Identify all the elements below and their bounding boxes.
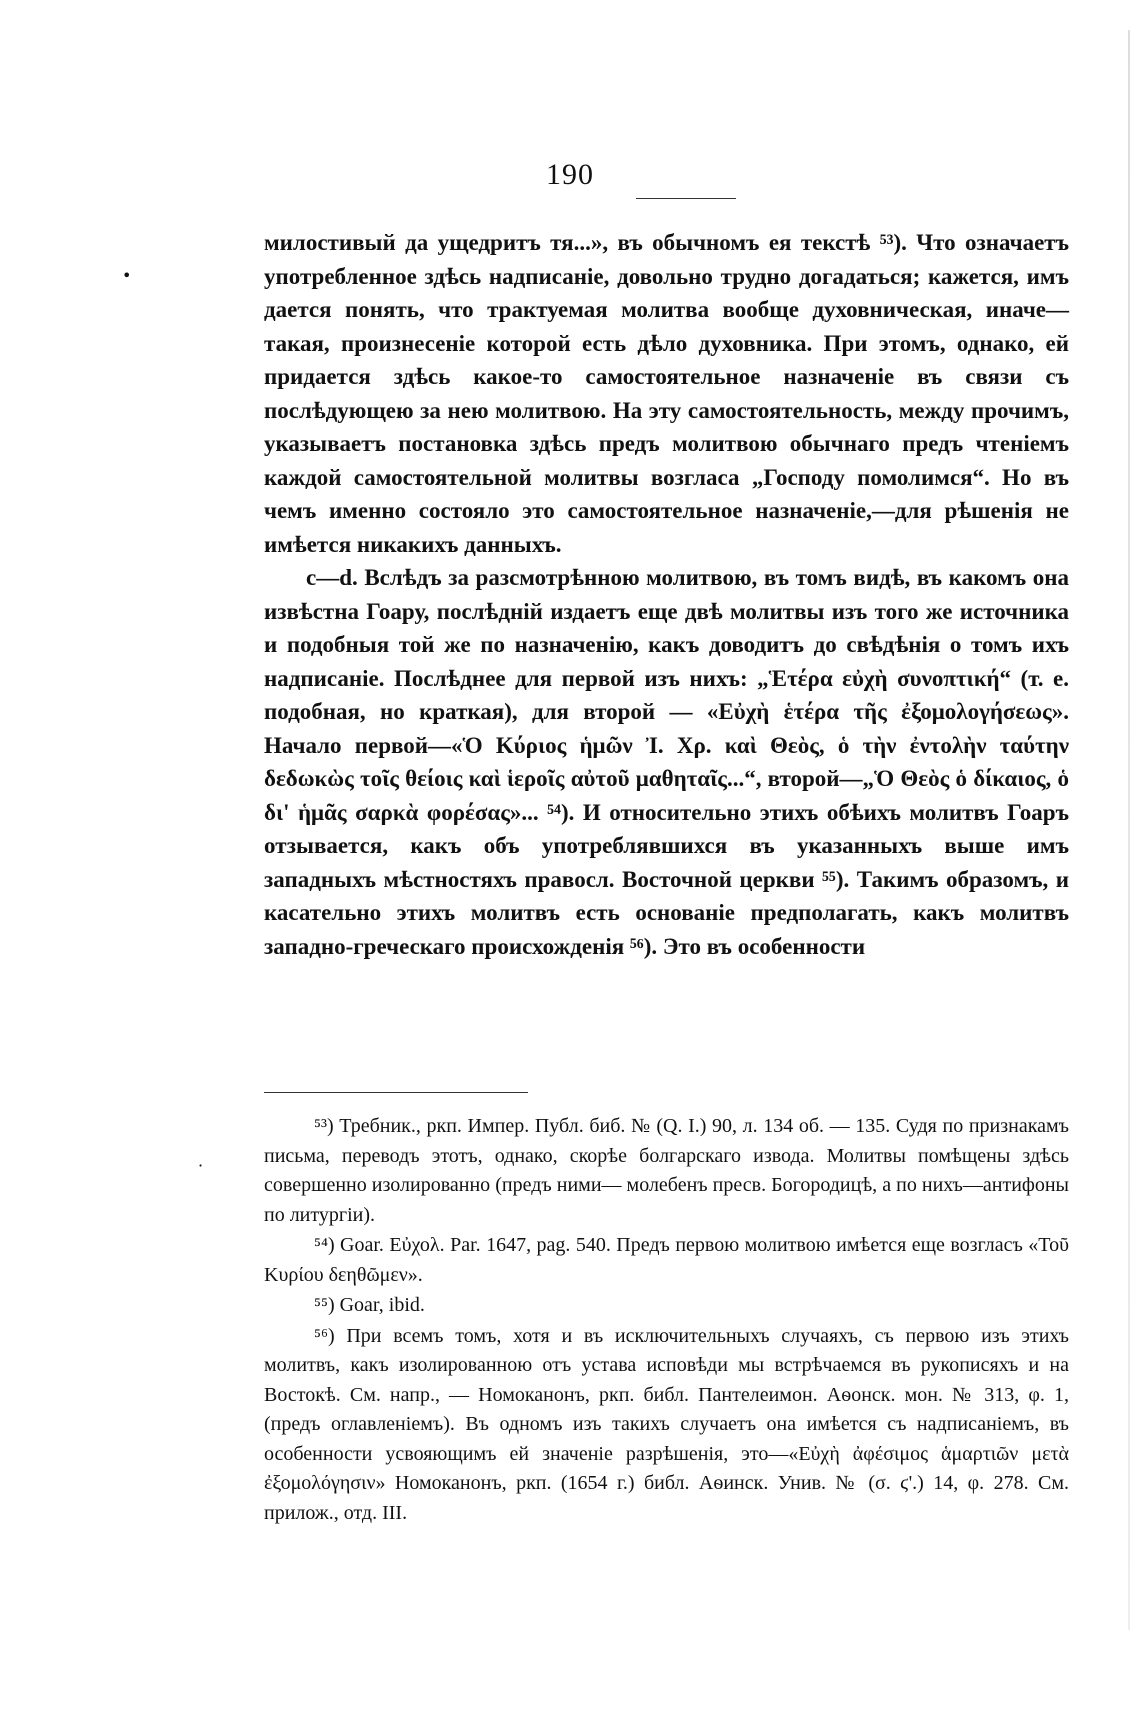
footnote-53: ⁵³) Требник., ркп. Импер. Публ. биб. № (Q. I.) 90, л. 134 об. — 135. Судя по признакамъ письма, переводъ этотъ, однако, скорѣе болгарскаго извода. Молитвы помѣщены здѣсь совершенно изолированно (предъ ними— молебенъ пресв. Богородицѣ, а по нихъ—антифоны по литургіи). <box>264 1115 1069 1226</box>
footnote-56: ⁵⁶) При всемъ томъ, хотя и въ исключительныхъ случаяхъ, съ первою изъ этихъ молитвъ, какъ изолированною отъ устава исповѣди мы встрѣчаемся въ рукописяхъ и на Востокѣ. См. напр., — Номоканонъ, ркп. библ. Пантелеимон. Аѳонск. мон. № 313, φ. 1, (предъ оглавленіемъ). Въ одномъ изъ такихъ случаетъ она имѣется съ надписаніемъ, въ особенности усвояющимъ ей значеніе разрѣшенія, это—«Εὐχὴ ἀφέσιμος ἁμαρτιῶν μετὰ ἐξομολόγησιν» Номоканонъ, ркп. (1654 г.) библ. Аѳинск. Унив. № (σ. ϛ'.) 14, φ. 278. См. прилож., отд. III. <box>264 1324 1069 1524</box>
margin-mark: • <box>122 266 132 285</box>
page-number: 190 <box>546 158 594 191</box>
page-number-rule <box>636 198 736 199</box>
footnote-54: ⁵⁴) Goar. Εὐχολ. Par. 1647, pag. 540. Предъ первою молитвою имѣется еще возгласъ «Τοῦ Κυρίου δεηθῶμεν». <box>264 1234 1069 1286</box>
margin-mark: · <box>198 1156 204 1175</box>
footnote-separator <box>264 1092 528 1093</box>
footnotes <box>264 1112 1069 1529</box>
main-text <box>264 226 1069 963</box>
footnote-55: ⁵⁵) Goar, ibid. <box>314 1294 425 1316</box>
page-edge-line <box>1128 30 1130 1630</box>
main-paragraph-2: c—d. Вслѣдъ за разсмотрѣнною молитвою, въ томъ видѣ, въ какомъ она извѣстна Гоару, послѣдній издаетъ еще двѣ молитвы изъ того же источника и подобныя той же по назначенію, какъ доводитъ до свѣдѣнія о томъ ихъ надписаніе. Послѣднее для первой изъ нихъ: „Ἑτέρα εὐχὴ συνοπτική“ (т. е. подобная, но краткая), для второй — «Εὐχὴ ἑτέρα τῆς ἐξομολογήσεως». Начало первой—«Ὁ Κύριος ἡμῶν Ἰ. Χρ. καὶ Θεὸς, ὁ τὴν ἐντολὴν ταύτην δεδωκὼς τοῖς θείοις καὶ ἱεροῖς αὐτοῦ μαθηταῖς...“, второй—„Ὁ Θεὸς ὁ δίκαιος, ὁ δι' ἡμᾶς σαρκὰ φορέσας»... ⁵⁴). И относительно этихъ обѣихъ молитвъ Гоаръ отзывается, какъ объ употреблявшихся въ указанныхъ выше имъ западныхъ мѣстностяхъ правосл. Восточной церкви ⁵⁵). Такимъ образомъ, и касательно этихъ молитвъ есть основаніе предполагать, какъ молитвъ западно-греческаго происхожденія ⁵⁶). Это въ особенности <box>264 565 1069 959</box>
main-paragraph-1: милостивый да ущедритъ тя...», въ обычномъ ея текстѣ ⁵³). Что означаетъ употребленное здѣсь надписаніе, довольно трудно догадаться; кажется, имъ дается понять, что трактуемая молитва вообще духовническая, иначе—такая, произнесеніе которой есть дѣло духовника. При этомъ, однако, ей придается здѣсь какое-то самостоятельное назначеніе въ связи съ послѣдующею за нею молитвою. На эту самостоятельность, между прочимъ, указываетъ постановка здѣсь предъ молитвою обычнаго предъ чтеніемъ каждой самостоятельной молитвы возгласа „Господу помолимся“. Но въ чемъ именно состояло это самостоятельное назначеніе,—для рѣшенія не имѣется никакихъ данныхъ. <box>264 230 1069 557</box>
